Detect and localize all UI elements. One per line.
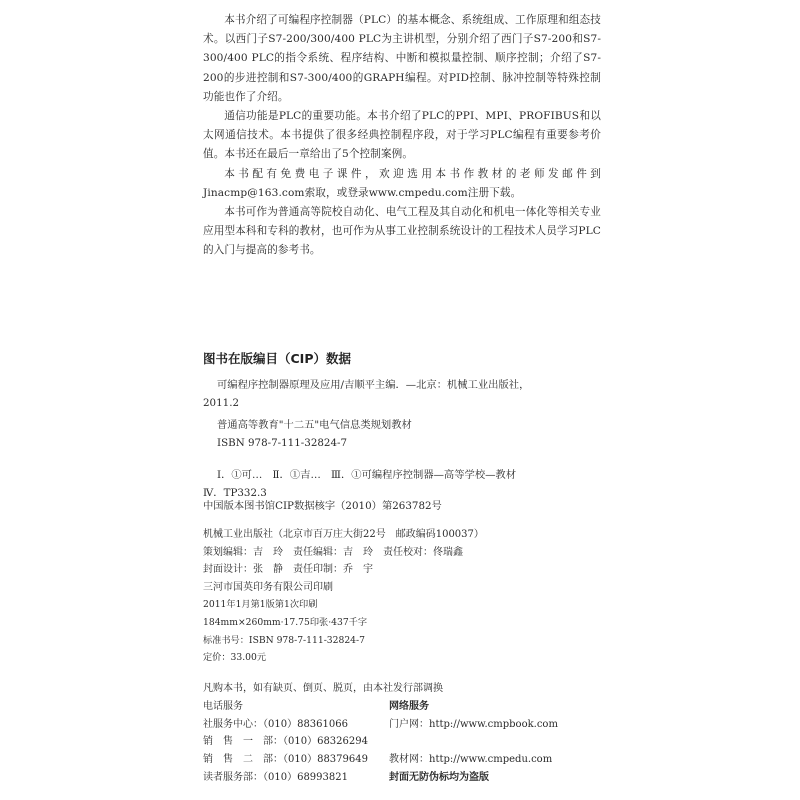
cip-subject-line: Ⅰ．①可… Ⅱ．①吉… Ⅲ．①可编程序控制器—高等学校—教材 — [217, 469, 517, 481]
service-row-4 — [203, 769, 623, 787]
publisher-address: 机械工业出版社（北京市百万庄大街22号 邮政编码100037） — [203, 529, 484, 540]
format-line: 184mm×260mm·17.75印张·437千字 — [203, 616, 368, 628]
intro-paragraph-3: 本书配有免费电子课件，欢迎选用本书作教材的老师发邮件到Jinacmp@163.com索取，或登录www.cmpedu.com注册下载。 — [203, 167, 601, 199]
cip-isbn-line: ISBN 978-7-111-32824-7 — [217, 437, 348, 449]
service-header-row — [203, 698, 623, 716]
phone-service-header: 电话服务 — [203, 700, 243, 712]
portal-url: 门户网：http://www.cmpbook.com — [389, 718, 558, 730]
cip-classification-line: Ⅳ．TP332.3 — [203, 487, 267, 499]
edition-line: 2011年1月第1版第1次印刷 — [203, 599, 318, 611]
cip-title: 图书在版编目（CIP）数据 — [203, 351, 351, 366]
network-service-header: 网络服务 — [389, 700, 429, 712]
anti-piracy-notice: 封面无防伪标均为盗版 — [389, 771, 489, 783]
intro-paragraph-4: 本书可作为普通高等院校自动化、电气工程及其自动化和机电一体化等相关专业应用型本科和专科的教材，也可作为从事工业控制系统设计的工程技术人员学习PLC的入门与提高的参考书。 — [203, 206, 601, 257]
cip-verify-number: 中国版本图书馆CIP数据核字（2010）第263782号 — [203, 500, 442, 512]
design-line: 封面设计：张 静 责任印制：乔 宇 — [203, 564, 373, 576]
publisher-info — [203, 526, 484, 667]
service-row-3 — [203, 751, 623, 769]
reader-service-phone: 读者服务部：（010）68993821 — [203, 771, 348, 783]
book-introduction — [203, 11, 601, 261]
cip-date-line: 2011.2 — [203, 397, 240, 409]
sales-dept-1-phone: 销 售 一 部：（010）68326294 — [203, 736, 368, 748]
intro-paragraph-1: 本书介绍了可编程序控制器（PLC）的基本概念、系统组成、工作原理和组态技术。以西门子S7-200/300/400 PLC为主讲机型，分别介绍了西门子S7-200和S7-300/400 PLC的指令系统、程序结构、中断和模拟量控制、顺序控制；介绍了S7-200的步进控制和S7-300/400的GRAPH编程。对PID控制、脉冲控制等特殊控制功能也作了介绍。 — [203, 14, 601, 103]
sales-dept-2-phone: 销 售 二 部：（010）88379649 — [203, 754, 368, 766]
cip-title-line: 可编程序控制器原理及应用/吉顺平主编．—北京：机械工业出版社， — [217, 379, 530, 391]
return-notice — [203, 680, 623, 698]
cip-series-line: 普通高等教育"十二五"电气信息类规划教材 — [217, 419, 412, 431]
service-center-phone: 社服务中心：（010）88361066 — [203, 718, 348, 730]
printer-line: 三河市国英印务有限公司印刷 — [203, 581, 333, 593]
service-row-2 — [203, 733, 623, 751]
editors-line: 策划编辑：吉 玲 责任编辑：吉 玲 责任校对：佟瑞鑫 — [203, 546, 463, 558]
cip-record — [203, 376, 603, 502]
return-notice-text: 凡购本书，如有缺页、倒页、脱页，由本社发行部调换 — [203, 683, 443, 694]
isbn-line: 标准书号：ISBN 978-7-111-32824-7 — [203, 634, 365, 646]
service-info — [203, 680, 623, 787]
price-line: 定价：33.00元 — [203, 652, 267, 664]
service-row-1 — [203, 716, 623, 734]
intro-paragraph-2: 通信功能是PLC的重要功能。本书介绍了PLC的PPI、MPI、PROFIBUS和以太网通信技术。本书提供了很多经典控制程序段，对于学习PLC编程有重要参考价值。本书还在最后一章给出了5个控制案例。 — [203, 110, 601, 161]
textbook-url: 教材网：http://www.cmpedu.com — [389, 754, 553, 766]
